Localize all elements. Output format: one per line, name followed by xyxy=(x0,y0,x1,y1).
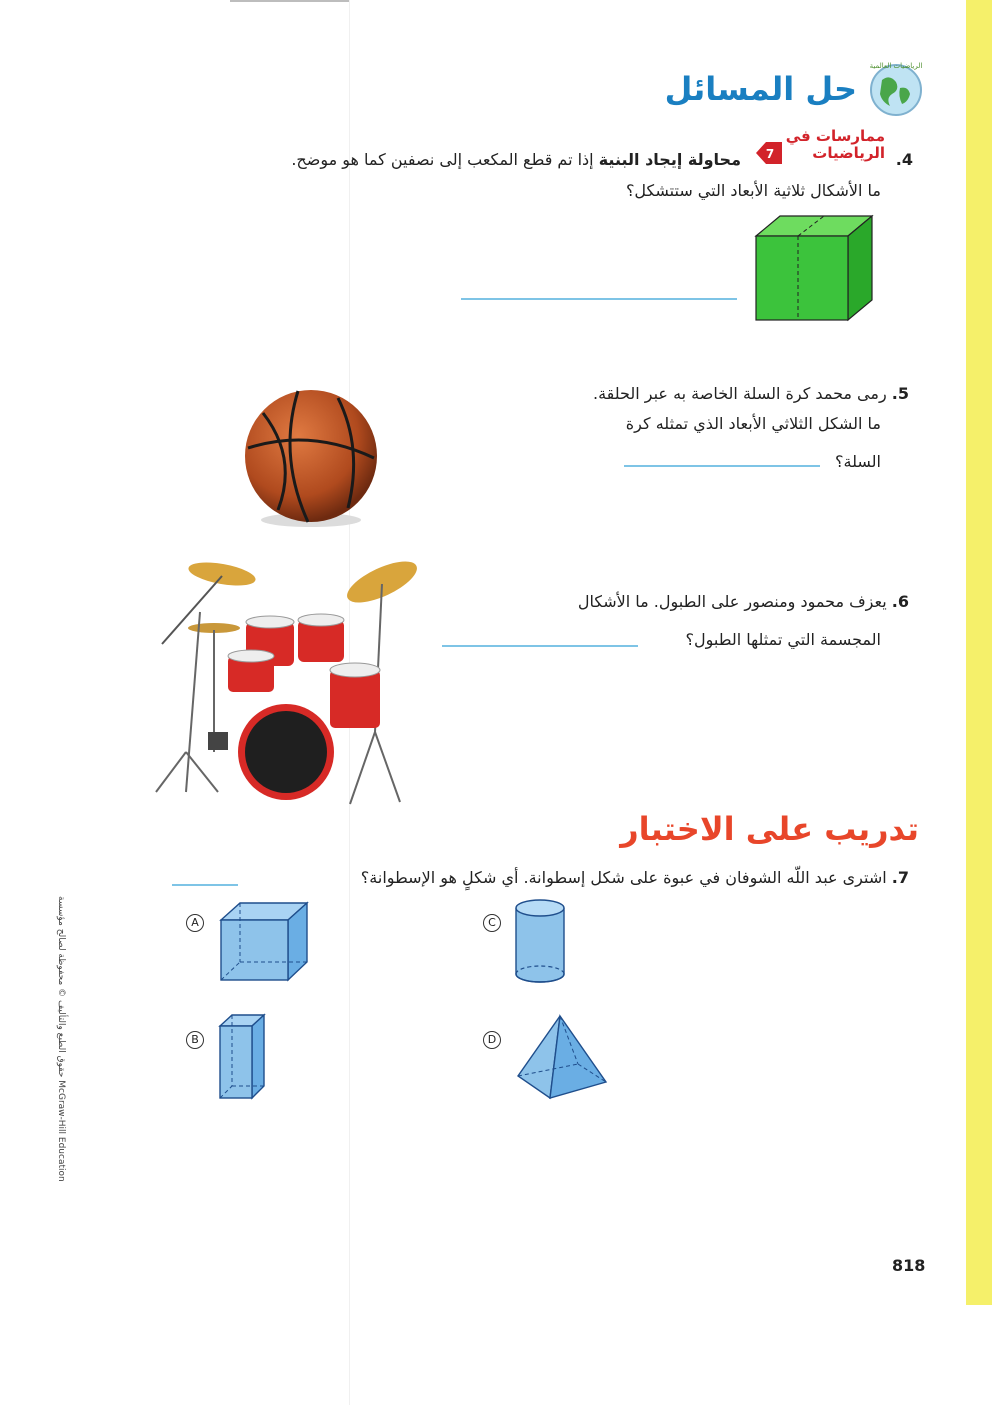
q5-text-line3: السلة؟ xyxy=(835,452,881,471)
badge-number: 7 xyxy=(765,147,775,161)
badge-line2: الرياضيات xyxy=(812,144,885,163)
green-cube-image xyxy=(752,212,876,324)
page-number: 818 xyxy=(892,1256,926,1275)
side-color-strip xyxy=(966,0,992,1305)
choice-d-pyramid-image[interactable] xyxy=(514,1012,610,1102)
q4-answer-line[interactable] xyxy=(461,298,737,300)
problem-solving-title: حل المسائل xyxy=(664,70,857,108)
q6-text-line1: يعزف محمود ومنصور على الطبول. ما الأشكال xyxy=(577,592,887,611)
basketball-image xyxy=(238,388,384,530)
choice-c-letter[interactable]: C xyxy=(483,914,501,932)
q6-answer-line[interactable] xyxy=(442,645,638,647)
q7-text: اشترى عبد اللّه الشوفان في عبوة على شكل إسطوانة. أي شكلٍ هو الإسطوانة؟ xyxy=(360,868,887,887)
badge-line1: ممارسات في xyxy=(785,127,885,145)
choice-a-letter[interactable]: A xyxy=(186,914,204,932)
choice-c-cylinder-image[interactable] xyxy=(512,898,568,984)
q4-text: إذا تم قطع المكعب إلى نصفين كما هو موضح. xyxy=(291,150,594,169)
logo-text: الرياضيات العالمية xyxy=(869,62,923,70)
q4-text-line1 xyxy=(291,150,741,171)
q5-text-line1: رمى محمد كرة السلة الخاصة به عبر الحلقة. xyxy=(592,384,887,403)
q5-line1 xyxy=(593,384,909,405)
q4-line1 xyxy=(896,150,913,171)
q5-number: 5. xyxy=(891,384,909,403)
q5-text-line2: ما الشكل الثلاثي الأبعاد الذي تمثله كرة xyxy=(625,414,881,433)
choice-b-prism-image[interactable] xyxy=(216,1012,268,1102)
q5-answer-line[interactable] xyxy=(624,465,820,467)
q7-answer-line[interactable] xyxy=(172,884,238,886)
q7-line xyxy=(361,868,909,889)
test-practice-title: تدريب على الاختبار xyxy=(620,810,919,848)
choice-b-letter[interactable]: B xyxy=(186,1031,204,1049)
practice-arrow-icon xyxy=(748,140,782,166)
q4-text-line2: ما الأشكال ثلاثية الأبعاد التي ستتشكل؟ xyxy=(625,181,881,200)
math-practices-badge xyxy=(786,128,885,163)
q6-line1 xyxy=(578,592,909,613)
globe-logo-icon xyxy=(866,58,926,118)
drum-kit-image xyxy=(150,552,440,808)
top-rule xyxy=(230,0,350,2)
q4-bold-lead: محاولة إيجاد البنية xyxy=(598,150,741,169)
choice-a-cube-image[interactable] xyxy=(218,900,310,984)
q4-number: 4. xyxy=(895,150,913,169)
copyright-credit: حقوق الطبع والتأليف © محفوظة لصالح مؤسسة McGraw-Hill Education xyxy=(56,896,66,1182)
q6-text-line2: المجسمة التي تمثلها الطبول؟ xyxy=(685,630,881,649)
q6-number: 6. xyxy=(891,592,909,611)
choice-d-letter[interactable]: D xyxy=(483,1031,501,1049)
q7-number: 7. xyxy=(891,868,909,887)
